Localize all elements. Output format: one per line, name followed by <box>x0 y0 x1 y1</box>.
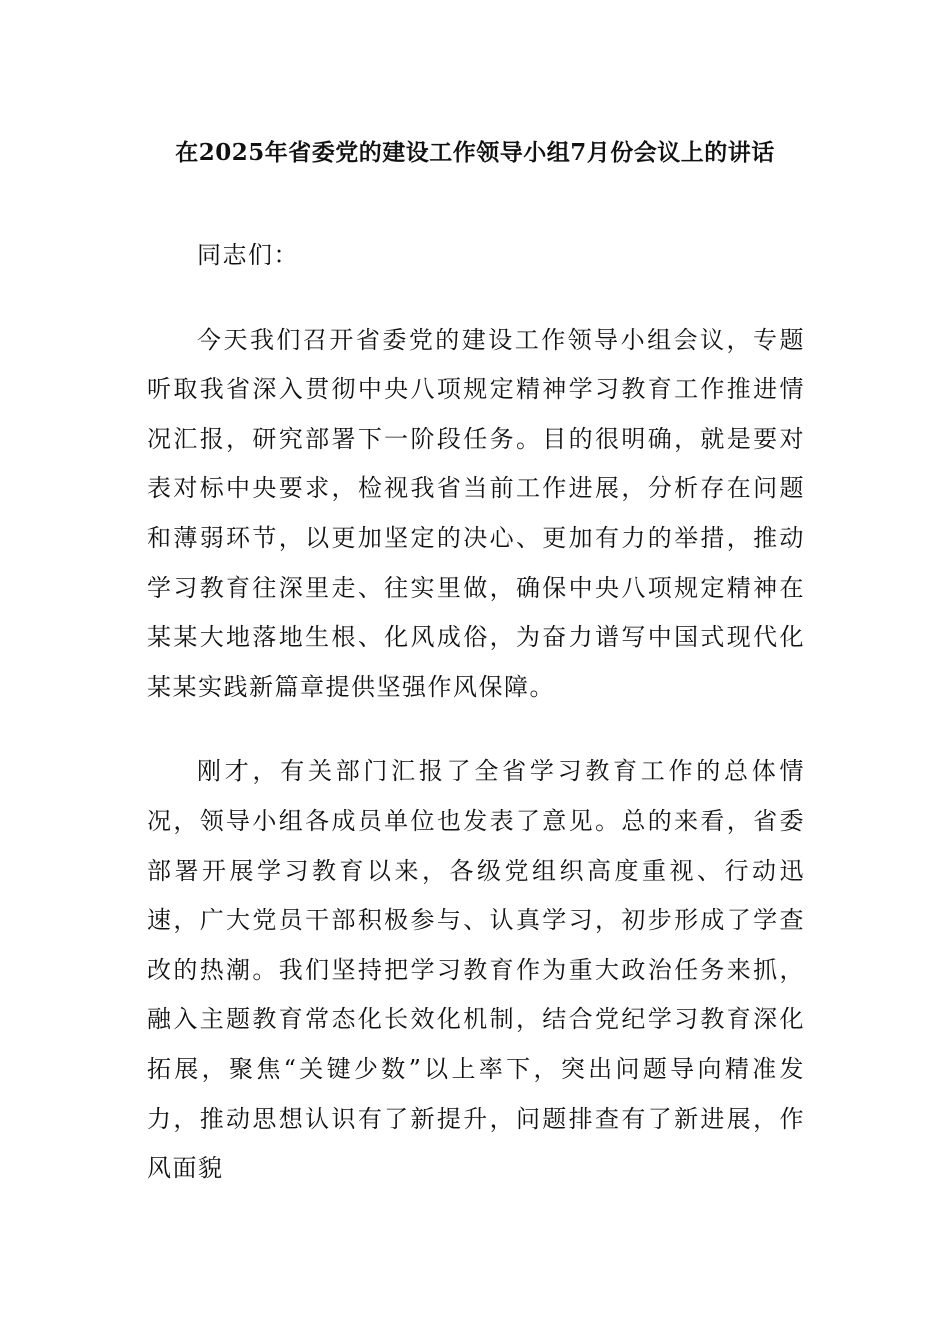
document-body <box>147 231 805 1194</box>
salutation-paragraph: 同志们： <box>197 241 299 269</box>
body-paragraph-1: 今天我们召开省委党的建设工作领导小组会议，专题听取我省深入贯彻中央八项规定精神学习教育工作推进情况汇报，研究部署下一阶段任务。目的很明确，就是要对表对标中央要求，检视我省当前工作进展，分析存在问题和薄弱环节，以更加坚定的决心、更加有力的举措，推动学习教育往深里走、往实里做，确保中央八项规定精神在某某大地落地生根、化风成俗，为奋力谱写中国式现代化某某实践新篇章提供坚强作风保障。 <box>147 325 805 701</box>
body-paragraph-2: 刚才，有关部门汇报了全省学习教育工作的总体情况，领导小组各成员单位也发表了意见。总的来看，省委部署开展学习教育以来，各级党组织高度重视、行动迅速，广大党员干部积极参与、认真学习，初步形成了学查改的热潮。我们坚持把学习教育作为重大政治任务来抓，融入主题教育常态化长效化机制，结合党纪学习教育深化拓展，聚焦“关键少数”以上率下，突出问题导向精准发力，推动思想认识有了新提升，问题排查有了新进展，作风面貌 <box>147 757 805 1183</box>
document-title: 在2025年省委党的建设工作领导小组7月份会议上的讲话 <box>175 139 775 166</box>
